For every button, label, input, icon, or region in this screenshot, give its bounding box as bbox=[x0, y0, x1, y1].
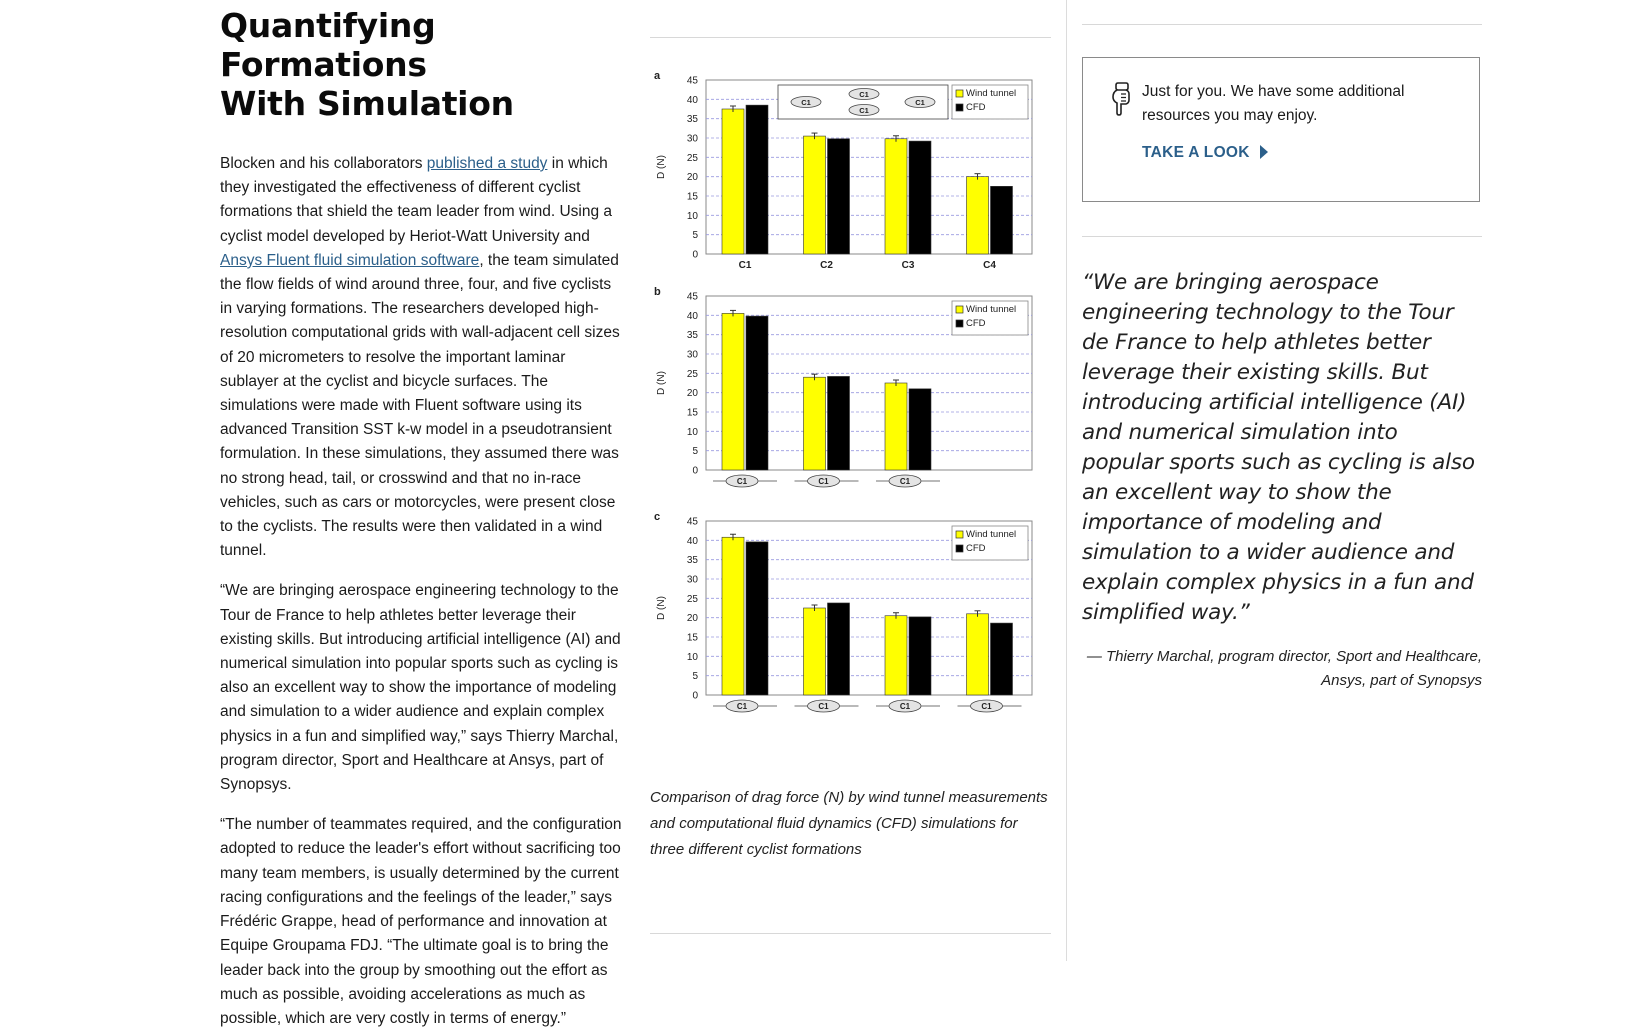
formation-marker-label: C1 bbox=[859, 90, 869, 99]
panel-label-a: a bbox=[654, 70, 661, 82]
x-tick-label-c: C1 bbox=[736, 702, 748, 711]
y-tick-label-b: 40 bbox=[686, 310, 698, 322]
paragraph-marchal-quote: “We are bringing aerospace engineering technology to the Tour de France to help athletes better leverage their existing skills. But introducing artificial intelligence (AI) and numerical simulation into popular sports such as cycling is also an excellent way to show the importance of modeling and simulation to a wider audience and explain complex physics in a fun and simplified way,” says Thierry Marchal, program director, Sport and Healthcare at Ansys, part of Synopsys. bbox=[220, 582, 621, 794]
x-tick-label-c: C1 bbox=[981, 702, 992, 711]
x-tick-label-c: C1 bbox=[899, 702, 911, 711]
y-tick-label-c: 15 bbox=[686, 632, 698, 644]
legend-swatch-c bbox=[956, 545, 963, 552]
x-tick-label-a: C4 bbox=[983, 260, 996, 271]
y-tick-label-c: 0 bbox=[692, 690, 698, 702]
section-title-line1: Quantifying Formations bbox=[220, 6, 436, 84]
column-divider bbox=[1066, 0, 1067, 961]
y-tick-label-c: 45 bbox=[686, 516, 698, 528]
y-tick-label-b: 0 bbox=[692, 465, 698, 477]
legend-label-b: CFD bbox=[966, 318, 986, 329]
figure-top-divider bbox=[650, 37, 1051, 38]
y-tick-label-b: 10 bbox=[686, 426, 698, 438]
y-tick-label-c: 20 bbox=[686, 613, 698, 625]
bar-c-1-cfd bbox=[746, 542, 768, 695]
bar-c-4-cfd bbox=[991, 623, 1013, 695]
bar-a-3-wind-tunnel bbox=[885, 139, 907, 254]
bar-c-3-wind-tunnel bbox=[885, 616, 907, 695]
y-tick-label-a: 35 bbox=[686, 114, 698, 126]
published-study-link[interactable]: published a study bbox=[426, 155, 548, 172]
bar-a-1-wind-tunnel bbox=[722, 109, 744, 254]
y-axis-label-b: D (N) bbox=[656, 371, 667, 395]
ansys-fluent-link[interactable]: Ansys Fluent fluid simulation software bbox=[220, 251, 480, 269]
paragraph-study: Blocken and his collaborators published a study in which they investigated the effectiveness of different cyclist formations that shield the team leader from wind. Using a cyclist model developed by Heriot-Watt University and Ansys Fluent fluid simulation software, the team simulated the flow fields of wind around three, four, and five cyclists in varying formations. The researchers developed high-resolution computational grids with wall-adjacent cell sizes of 20 micrometers to resolve the important laminar sublayer at the cyclist and bicycle surfaces. The simulations were made with Fluent software using its advanced Transition SST k-w model in a pseudotransient formulation. In these simulations, they assumed there was no strong head, tail, or crosswind and that no in-race vehicles, such as cars or motorcycles, were present close to the cyclists. The results were then validated in a wind tunnel. bbox=[220, 155, 620, 560]
x-tick-label-b: C1 bbox=[899, 477, 911, 486]
promo-text: Just for you. We have some additional resources you may enjoy. bbox=[1142, 83, 1405, 124]
legend-swatch-b bbox=[956, 320, 963, 327]
x-tick-label-a: C2 bbox=[820, 260, 833, 271]
bar-a-4-cfd bbox=[991, 186, 1013, 254]
bar-b-2-wind-tunnel bbox=[804, 377, 826, 470]
bar-b-3-cfd bbox=[909, 389, 931, 470]
x-tick-label-b: C1 bbox=[818, 477, 829, 486]
drag-force-chart bbox=[650, 64, 1052, 770]
y-tick-label-b: 20 bbox=[686, 388, 698, 400]
chevron-right-icon bbox=[1260, 145, 1268, 159]
y-tick-label-a: 40 bbox=[686, 94, 698, 106]
y-tick-label-b: 25 bbox=[686, 368, 698, 380]
legend-label-c: CFD bbox=[966, 543, 986, 554]
y-tick-label-a: 30 bbox=[686, 133, 698, 145]
legend-swatch-a bbox=[956, 90, 963, 97]
y-tick-label-a: 10 bbox=[686, 210, 698, 222]
y-tick-label-b: 45 bbox=[686, 291, 698, 303]
y-tick-label-c: 30 bbox=[686, 574, 698, 586]
y-tick-label-a: 20 bbox=[686, 172, 698, 184]
section-title-line2: With Simulation bbox=[220, 84, 514, 123]
bar-c-1-wind-tunnel bbox=[722, 537, 744, 695]
legend-label-a: CFD bbox=[966, 102, 986, 113]
bar-a-2-cfd bbox=[828, 139, 850, 254]
figure-caption: Comparison of drag force (N) by wind tunnel measurements and computational fluid dynamics (CFD) simulations for three different cyclist formations bbox=[650, 789, 1048, 858]
y-axis-label-a: D (N) bbox=[656, 155, 667, 179]
article-column bbox=[220, 0, 625, 1031]
formation-marker-label: C1 bbox=[859, 106, 869, 115]
legend-swatch-b bbox=[956, 306, 963, 313]
y-tick-label-b: 5 bbox=[692, 446, 698, 458]
legend-label-a: Wind tunnel bbox=[966, 88, 1017, 99]
take-a-look-link[interactable]: TAKE A LOOK bbox=[1142, 144, 1268, 162]
y-tick-label-b: 35 bbox=[686, 330, 698, 342]
bar-a-3-cfd bbox=[909, 141, 931, 254]
panel-label-b: b bbox=[654, 286, 661, 298]
quote-attribution: — Thierry Marchal, program director, Sport and Healthcare, Ansys, part of Synopsys bbox=[1086, 648, 1482, 689]
formation-marker-label: C1 bbox=[801, 98, 811, 107]
bar-c-2-cfd bbox=[828, 603, 850, 695]
pull-quote: “We are bringing aerospace engineering technology to the Tour de France to help athletes better leverage their existing skills. But introducing artificial intelligence (AI) and numerical simulation into popular sports such as cycling is also an excellent way to show the importance of modeling and simulation to a wider audience and explain complex physics in a fun and simplified way.” bbox=[1082, 270, 1475, 625]
x-tick-label-c: C1 bbox=[818, 702, 829, 711]
y-tick-label-a: 5 bbox=[692, 230, 698, 242]
y-tick-label-c: 5 bbox=[692, 671, 698, 683]
legend-swatch-c bbox=[956, 531, 963, 538]
bar-a-1-cfd bbox=[746, 105, 768, 254]
x-tick-label-b: C1 bbox=[736, 477, 748, 486]
x-tick-label-a: C1 bbox=[738, 260, 752, 271]
bar-c-2-wind-tunnel bbox=[804, 608, 826, 695]
bar-c-3-cfd bbox=[909, 617, 931, 695]
y-tick-label-c: 35 bbox=[686, 555, 698, 567]
y-tick-label-b: 15 bbox=[686, 407, 698, 419]
resources-promo-box bbox=[1082, 57, 1480, 202]
bar-c-4-wind-tunnel bbox=[967, 614, 989, 695]
legend-label-b: Wind tunnel bbox=[966, 304, 1017, 315]
y-tick-label-c: 10 bbox=[686, 651, 698, 663]
bar-b-1-cfd bbox=[746, 316, 768, 470]
x-tick-label-a: C3 bbox=[901, 260, 915, 271]
legend-swatch-a bbox=[956, 104, 963, 111]
sidebar-top-divider bbox=[1082, 24, 1482, 25]
figure-bottom-divider bbox=[650, 933, 1051, 934]
y-tick-label-b: 30 bbox=[686, 349, 698, 361]
formation-marker-label: C1 bbox=[915, 98, 925, 107]
paragraph-grappe-quote: “The number of teammates required, and the configuration adopted to reduce the leader's effort without sacrificing too many team members, is usually determined by the current racing configurations and the feelings of the leader,” says Frédéric Grappe, head of performance and innovation at Equipe Groupama FDJ. “The ultimate goal is to bring the leader back into the group by smoothing out the effort as much as possible, avoiding accelerations as much as possible, which are very costly in terms of energy.” bbox=[220, 816, 622, 1027]
y-tick-label-a: 15 bbox=[686, 191, 698, 203]
y-tick-label-c: 25 bbox=[686, 593, 698, 605]
bar-a-4-wind-tunnel bbox=[967, 177, 989, 254]
y-axis-label-c: D (N) bbox=[656, 596, 667, 620]
bar-a-2-wind-tunnel bbox=[804, 136, 826, 254]
panel-label-c: c bbox=[654, 511, 661, 523]
y-tick-label-a: 25 bbox=[686, 152, 698, 164]
legend-label-c: Wind tunnel bbox=[966, 529, 1017, 540]
bar-b-1-wind-tunnel bbox=[722, 313, 744, 470]
sidebar-mid-divider bbox=[1082, 236, 1482, 237]
y-tick-label-a: 0 bbox=[692, 249, 698, 261]
bar-b-2-cfd bbox=[828, 376, 850, 470]
y-tick-label-c: 40 bbox=[686, 535, 698, 547]
pointing-hand-icon bbox=[1109, 82, 1135, 121]
section-title bbox=[220, 6, 625, 123]
bar-b-3-wind-tunnel bbox=[885, 383, 907, 470]
y-tick-label-a: 45 bbox=[686, 75, 698, 87]
